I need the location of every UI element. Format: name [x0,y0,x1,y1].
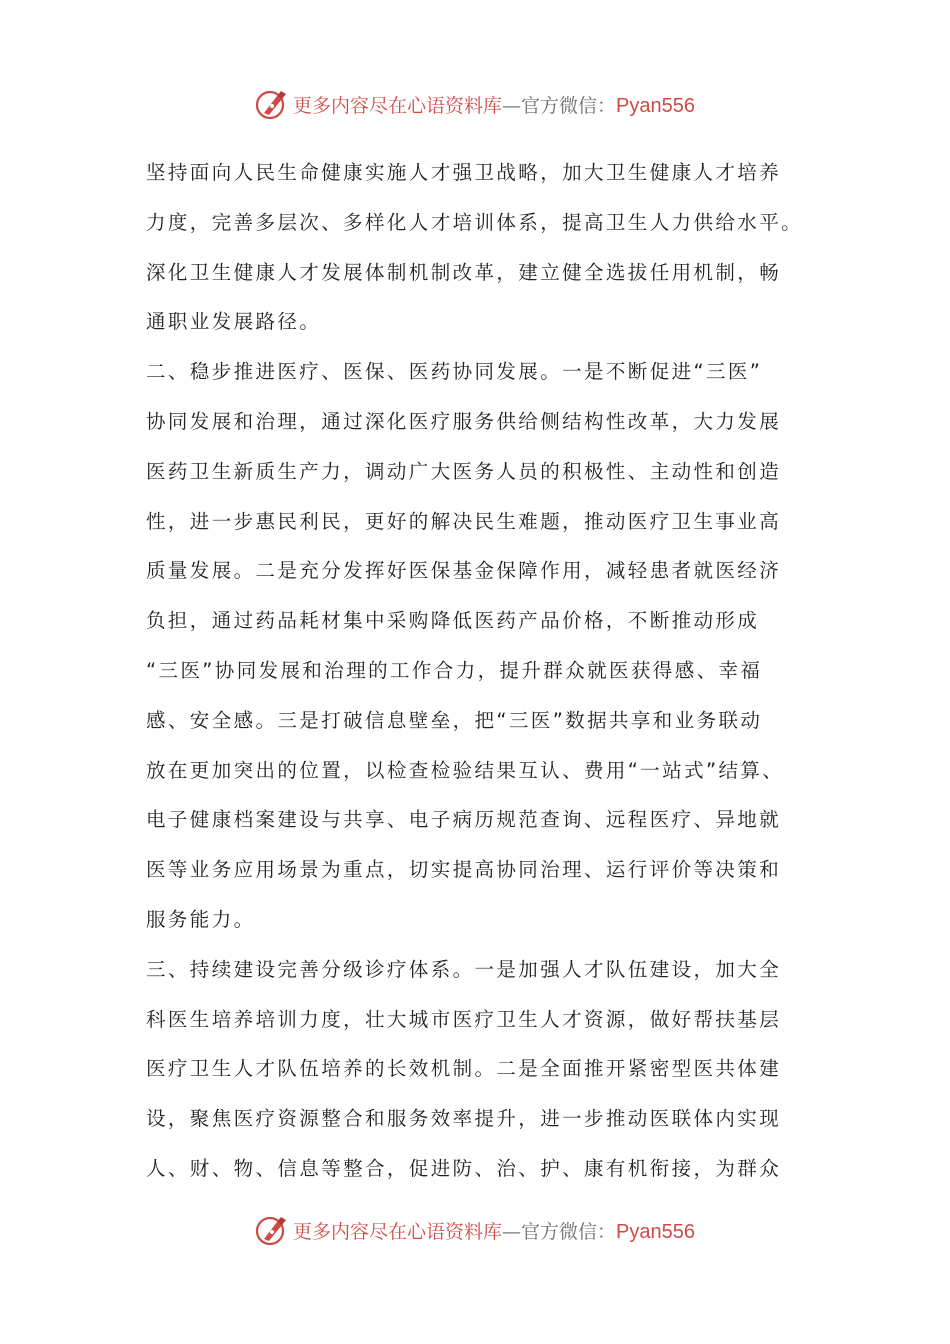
body-line: 电子健康档案建设与共享、电子病历规范查询、远程医疗、异地就 [146,808,782,832]
section-two-heading-line: 二、稳步推进医疗、医保、医药协同发展。一是不断促进“三医” [146,360,763,384]
body-line: “三医”协同发展和治理的工作合力，提升群众就医获得感、幸福 [146,658,763,682]
body-line: 通职业发展路径。 [146,310,322,334]
watermark-wechat-label: 官方微信： [521,1220,617,1243]
body-line: 负担，通过药品耗材集中采购降低医药产品价格，不断推动形成 [146,609,760,633]
watermark-main-text: 更多内容尽在心语资料库 [293,94,503,117]
body-line: 人、财、物、信息等整合，促进防、治、护、康有机衔接，为群众 [146,1156,782,1180]
watermark-wechat-id: Pyan556 [616,94,695,117]
pen-nib-circle-icon [255,1213,289,1247]
body-line: 医药卫生新质生产力，调动广大医务人员的积极性、主动性和创造 [146,459,782,483]
watermark-separator: — [502,94,522,117]
header-watermark [0,84,950,124]
body-line: 力度，完善多层次、多样化人才培训体系，提高卫生人力供给水平。 [146,210,804,234]
body-line: 医等业务应用场景为重点，切实提高协同治理、运行评价等决策和 [146,858,782,882]
body-line: 深化卫生健康人才发展体制机制改革，建立健全选拔任用机制，畅 [146,260,782,284]
watermark-separator: — [502,1220,522,1243]
body-line: 医疗卫生人才队伍培养的长效机制。二是全面推开紧密型医共体建 [146,1057,782,1081]
pen-nib-circle-icon [255,87,289,121]
body-line: 服务能力。 [146,907,256,931]
watermark-wechat-id: Pyan556 [616,1220,695,1243]
watermark-text [293,91,695,118]
watermark-text [293,1217,695,1244]
watermark-main-text: 更多内容尽在心语资料库 [293,1220,503,1243]
footer-watermark [0,1210,950,1250]
section-three-heading-line: 三、持续建设完善分级诊疗体系。一是加强人才队伍建设，加大全 [146,957,782,981]
watermark-wechat-label: 官方微信： [521,94,617,117]
body-line: 感、安全感。三是打破信息壁垒，把“三医”数据共享和业务联动 [146,708,763,732]
body-line: 设，聚焦医疗资源整合和服务效率提升，进一步推动医联体内实现 [146,1107,782,1131]
body-line: 科医生培养培训力度，壮大城市医疗卫生人才资源，做好帮扶基层 [146,1007,782,1031]
body-line: 坚持面向人民生命健康实施人才强卫战略，加大卫生健康人才培养 [146,161,782,184]
body-line: 协同发展和治理，通过深化医疗服务供给侧结构性改革，大力发展 [146,409,782,433]
body-line: 放在更加突出的位置，以检查检验结果互认、费用“一站式”结算、 [146,758,785,782]
document-body [146,148,826,1194]
body-line: 性，进一步惠民利民，更好的解决民生难题，推动医疗卫生事业高 [146,509,782,533]
body-line: 质量发展。二是充分发挥好医保基金保障作用，减轻患者就医经济 [146,559,782,583]
